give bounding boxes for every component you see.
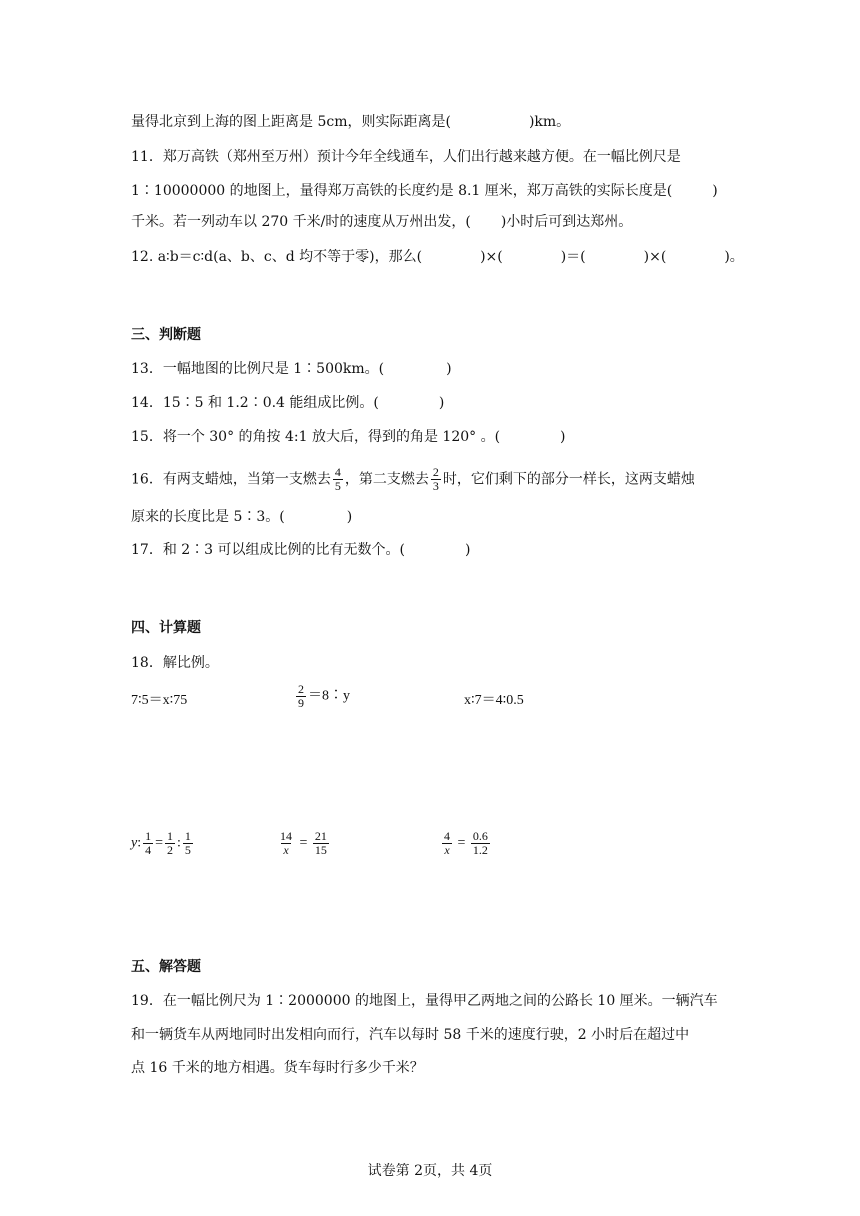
equation-3: x∶7＝4∶0.5 [464,693,524,708]
q14-line: 14．15∶5 和 1.2∶0.4 能组成比例。( ) [131,395,445,411]
q16-line-1: 16．有两支蜡烛，当第一支燃去 $\frac{4}{5}$ ，第二支燃去 $\frac{2}{3}$ 时，它们剩下的部分一样长，这两支蜡烛 [131,465,695,493]
section-heading-judgement: 三、判断题 [131,327,201,343]
q12-line: 12. a∶b＝c∶d(a、b、c、d 均不等于零)，那么( )×( )＝( )×( )。 [131,249,744,265]
q11-line-3: 千米。若一列动车以 270 千米/时的速度从万州出发，( )小时后可到达郑州。 [131,214,633,230]
equation-1: 7∶5＝x∶75 [131,693,188,708]
q18-title: 18．解比例。 [131,655,219,671]
q10-tail-line: 量得北京到上海的图上距离是 5cm，则实际距离是( )km。 [131,114,571,130]
fraction-two-thirds: $\frac{2}{3}$ [432,465,439,493]
q15-line: 15．将一个 30° 的角按 4:1 放大后，得到的角是 120° 。( ) [131,429,566,445]
q19-line-3: 点 16 千米的地方相遇。货车每时行多少千米？ [131,1060,424,1076]
fraction-4-over-x: $\frac{4}{x}$ [444,829,450,857]
fraction-0.6-over-1.2: $\frac{0.6}{1.2}$ [472,829,488,857]
fraction-one-fifth: $\frac{1}{5}$ [184,829,191,857]
q17-line: 17．和 2∶3 可以组成比例的比有无数个。( ) [131,542,471,558]
fraction-four-fifths: $\frac{4}{5}$ [334,465,341,493]
fraction-14-over-x: $\frac{14}{x}$ [280,829,292,857]
q11-line-2: 1∶10000000 的地图上，量得郑万高铁的长度约是 8.1 厘米，郑万高铁的实际长度是( ) [131,183,718,199]
q19-line-1: 19．在一幅比例尺为 1∶2000000 的地图上，量得甲乙两地之间的公路长 10 厘米。一辆汽车 [131,993,718,1009]
fraction-one-half: $\frac{1}{2}$ [167,829,174,857]
fraction-two-ninths: $\frac{2}{9}$ [298,682,304,710]
equation-6: $\frac{4}{x}$ = $\frac{0.6}{1.2}$ [444,829,488,857]
page-footer: 试卷第 2页，共 4页 [367,1163,493,1179]
fraction-one-quarter: $\frac{1}{4}$ [145,829,152,857]
section-heading-solution: 五、解答题 [131,959,201,975]
fraction-21-over-15: $\frac{21}{15}$ [314,829,327,857]
equation-4: y: $\frac{1}{4}$ = $\frac{1}{2}$ : $\frac{1}{5}$ [131,829,191,857]
equation-5: $\frac{14}{x}$ = $\frac{21}{15}$ [280,829,327,857]
q13-line: 13．一幅地图的比例尺是 1∶500km。( ) [131,361,452,377]
q19-line-2: 和一辆货车从两地同时出发相向而行，汽车以每时 58 千米的速度行驶，2 小时后在超过中 [131,1027,690,1043]
equation-2: $\frac{2}{9}$ ＝8∶y [298,682,350,710]
q11-line-1: 11．郑万高铁（郑州至万州）预计今年全线通车，人们出行越来越方便。在一幅比例尺是 [131,149,681,165]
section-heading-calculation: 四、计算题 [131,620,201,636]
q16-line-2: 原来的长度比是 5∶3。( ) [131,509,353,525]
